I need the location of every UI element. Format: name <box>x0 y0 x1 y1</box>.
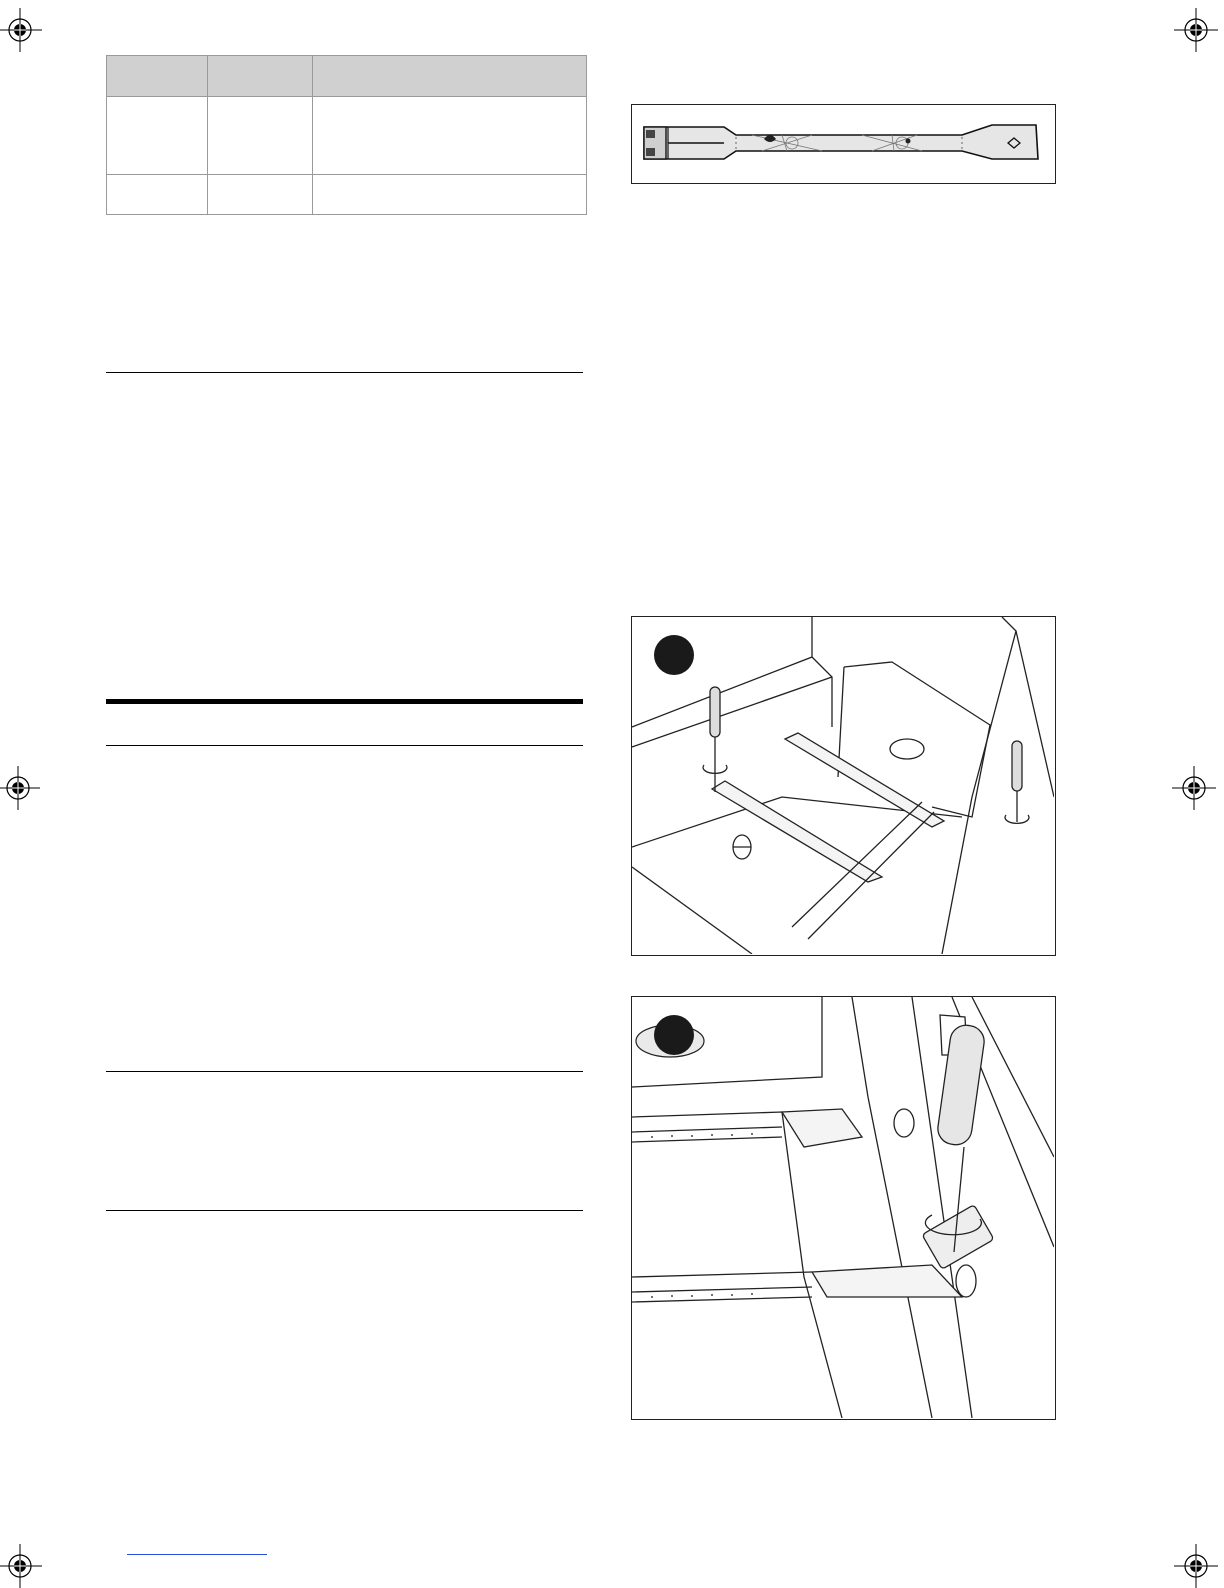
table-column-divider <box>207 56 208 214</box>
step-badge-icon <box>654 635 694 675</box>
section-divider <box>106 745 583 746</box>
remove-burner-screws-figure <box>631 616 1056 956</box>
section-divider <box>106 1210 583 1211</box>
crosshair-icon <box>1174 8 1218 52</box>
screwdriver-icon <box>632 617 1054 954</box>
crosshair-icon <box>1172 766 1216 810</box>
screwdriver-icon <box>632 997 1054 1418</box>
table-column-divider <box>312 56 313 214</box>
burner-tube-icon <box>632 105 1054 182</box>
remove-igniter-screw-figure <box>631 996 1056 1420</box>
table-row-divider <box>107 174 586 175</box>
footer-link-underline[interactable] <box>127 1554 267 1555</box>
troubleshooting-table <box>106 55 587 215</box>
crosshair-icon <box>0 766 40 810</box>
crosshair-icon <box>0 1544 42 1588</box>
section-heading-bar <box>106 699 583 704</box>
table-header-row <box>107 56 586 97</box>
section-divider <box>106 372 583 373</box>
step-badge-icon <box>654 1015 694 1055</box>
burner-tube-with-insects-figure <box>631 104 1056 184</box>
section-divider <box>106 1071 583 1072</box>
crosshair-icon <box>0 8 42 52</box>
crosshair-icon <box>1174 1544 1218 1588</box>
